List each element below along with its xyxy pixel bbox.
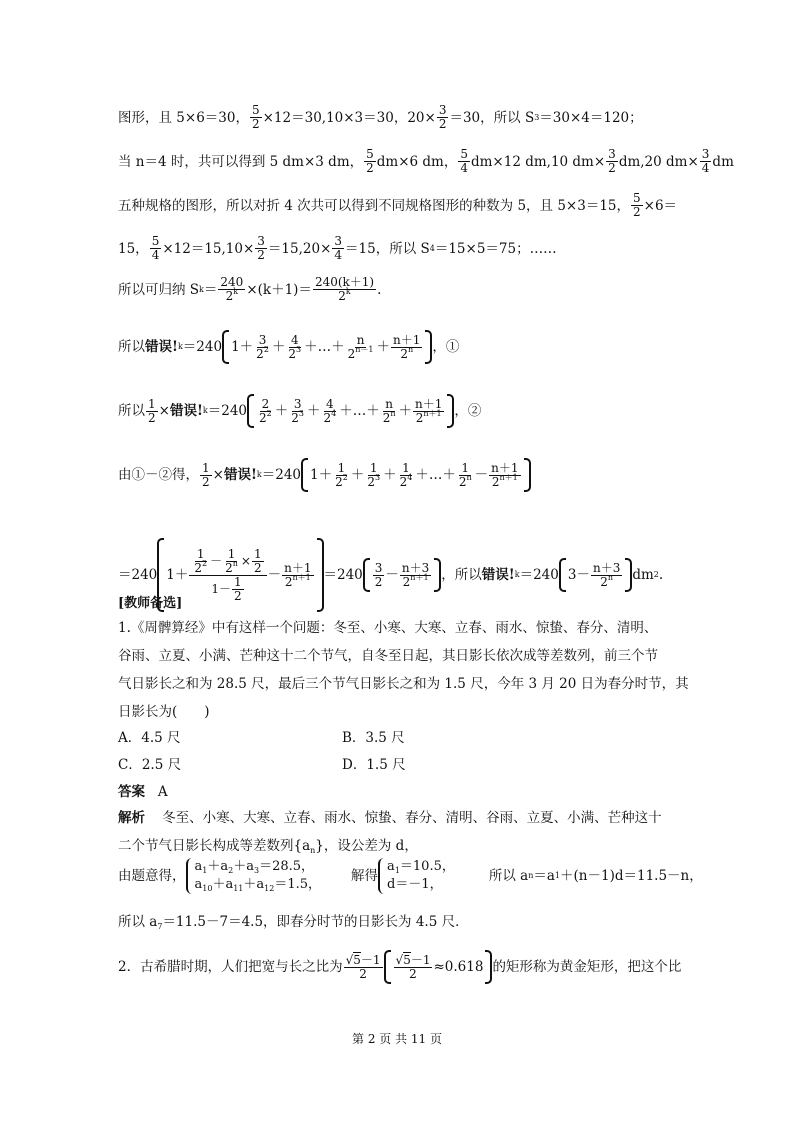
option-b: B．3.5 尺: [342, 730, 405, 746]
text: .: [377, 281, 382, 298]
right-paren: [434, 558, 441, 592]
text: 所以: [118, 339, 145, 355]
fraction: $\frac{3}{2}$: [608, 147, 616, 175]
left-paren: [559, 558, 566, 592]
right-paren: [447, 394, 454, 428]
text: 1＋: [310, 467, 333, 483]
fraction: $\frac{1}{2^2}$ － $\frac{1}{2^n}$ × $\frac{1}{2}$ 1－ $\frac{1}{2}$: [189, 548, 266, 603]
fraction: $\frac{5}{4}$: [151, 234, 160, 262]
fraction: $\frac{1}{2}$: [202, 460, 210, 489]
right-paren: [524, 458, 531, 492]
text: 由①－②得，: [118, 467, 199, 483]
text: dm: [632, 567, 654, 583]
analysis-line-1: [118, 808, 662, 828]
fraction: $\frac{n}{2^n}$: [382, 396, 396, 425]
text: 五种规格的图形，所以对折 4 次共可以得到不同规格图形的种数为 5，且 5×3＝15，: [118, 197, 631, 214]
fraction: $\frac{3}{4}$: [701, 147, 710, 175]
text: ＝240: [323, 567, 363, 583]
fraction: $\frac{√5-1}{2}$: [395, 952, 431, 981]
text: dm×6 dm，: [376, 153, 458, 170]
text: ＋: [271, 339, 286, 355]
q1-line-3: 气日影长之和为 28.5 尺，最后三个节气日影长之和为 1.5 尺，今年 3 月 20 日为春分时节，其: [118, 676, 689, 692]
text: 冬至、小寒、大寒、立春、雨水、惊蛰、春分、清明、谷雨、立夏、小满、芒种这十: [162, 810, 662, 826]
text: ×: [158, 403, 170, 419]
line-3: [118, 192, 677, 219]
text: ＋: [383, 467, 397, 483]
fraction: $\frac{1}{2^3}$: [367, 460, 381, 489]
fraction: $\frac{n+3}{2^n}$: [592, 560, 621, 589]
text: ＋…＋: [415, 467, 456, 483]
line-4: 15， $\frac{5}{4}$ ×12＝15,10× $\frac{3}{2}$ ＝15,20× $\frac{3}{4}$ ＝15，所以 S 4 ＝15×5＝75；……: [118, 234, 557, 262]
text: ＝240: [261, 467, 302, 483]
fraction: $\frac{5}{2}$: [366, 147, 374, 175]
line-2: [118, 148, 734, 175]
text: ＋: [398, 403, 413, 419]
fraction: $\frac{n+3}{2^{n+1}}$: [401, 560, 430, 589]
fraction: $\frac{5}{2}$: [251, 103, 260, 131]
text: ＝a: [533, 868, 555, 884]
left-brace: [186, 858, 192, 894]
fraction: $\frac{4}{2^4}$: [323, 396, 337, 425]
analysis-label: 解析: [118, 810, 145, 826]
analysis-line-3: 由题意得， $a_1+a_2+a_3=28.5$， $a_{10}+a_{11}+a_{12}=1.5$， 解得 $a_1=10.5$， d＝－1， 所以 a n ＝a 1 ＋(n－1)d＝11.5－n，: [118, 859, 703, 893]
q1-line-1: 1.《周髀算经》中有这样一个问题：冬至、小寒、大寒、立春、雨水、惊蛰、春分、清明、: [118, 620, 658, 636]
fraction: $\frac{240(k+1)}{2^k}$: [314, 275, 375, 303]
answer-label: 答案: [118, 784, 145, 800]
option-d: D．1.5 尺: [342, 757, 406, 773]
solution-system: $a_1=10.5$， d＝－1，: [387, 859, 455, 892]
fraction: $\frac{3}{2^2}$: [256, 332, 269, 361]
text: 当 n＝4 时，共可以得到 5 dm×3 dm，: [118, 153, 364, 170]
text: ＝15,20×: [267, 240, 332, 257]
error-marker: 错误!: [169, 403, 203, 419]
line-1: 图形，且 5×6＝30， $\frac{5}{2}$ ×12＝30,10×3＝30，20× $\frac{3}{2}$ ＝30，所以 S 3 ＝30×4＝120；: [118, 103, 643, 131]
q1-line-2: 谷雨、立夏、小满、芒种这十二个节气，自冬至日起，其日影长依次成等差数列，前三个节: [118, 648, 658, 664]
line-9: ＝240 1＋ $\frac{1}{2^2}$ － $\frac{1}{2^n}$ × $\frac{1}{2}$ 1－ $\frac{1}{2}$ － $\frac{n+1}{2^{n+1}}$ ＝240 $\frac{3}{2}$ － $\frac{n+3}{2^{n+1}}$ ，所以 错误! k ＝240 3－ $\frac{n+3}{2^n}$ dm 2 .: [118, 538, 663, 612]
answer-value: A: [157, 784, 168, 800]
text: ＋: [350, 467, 365, 483]
text: 解得: [351, 868, 379, 884]
error-marker: 错误!: [481, 567, 515, 583]
text: ×6＝: [643, 197, 678, 214]
analysis-line-2: 二个节气日影长构成等差数列$\{a_n\}$，设公差为 d，: [118, 838, 418, 855]
text: ＝30，所以 S: [449, 109, 535, 126]
left-paren: [384, 950, 391, 984]
line-8: 由①－②得， $\frac{1}{2}$ × 错误! k ＝240 1＋ $\frac{1}{2^2}$ ＋ $\frac{1}{2^3}$ ＋ $\frac{1}{2^4}$ ＋…＋ $\frac{1}{2^n}$ － $\frac{n+1}{2^{n+1}}$: [118, 458, 531, 492]
fraction: $\frac{4}{2^3}$: [288, 332, 302, 361]
text: ＝240: [182, 339, 223, 355]
fraction: $\frac{3}{2}$: [374, 560, 383, 589]
fraction: $\frac{n}{2^{n-1}}$: [347, 332, 374, 361]
fraction: $\frac{n+1}{2^{n+1}}$: [491, 460, 519, 489]
fraction: $\frac{n+1}{2^{n+1}}$: [415, 396, 443, 425]
left-brace: [378, 858, 384, 894]
text: ＝240: [118, 567, 158, 583]
option-c: C．2.5 尺: [118, 757, 182, 773]
text: ＋: [274, 403, 289, 419]
fraction: $\frac{n+1}{2^n}$: [393, 332, 421, 361]
fraction: $\frac{1}{2^2}$: [335, 460, 348, 489]
text: ＋…＋: [304, 339, 345, 355]
text: }，设公差为 d，: [315, 838, 418, 854]
text: 2．古希腊时期，人们把宽与长之比为: [118, 959, 343, 975]
text: 15，: [118, 240, 149, 257]
line-7: 所以 $\frac{1}{2}$ × 错误! k ＝240 $\frac{2}{2^2}$ ＋ $\frac{3}{2^3}$ ＋ $\frac{4}{2^4}$ ＋…＋ $\frac{n}{2^n}$ ＋ $\frac{n+1}{2^{n+1}}$ ，②: [118, 394, 481, 428]
text: 1＋: [166, 567, 189, 583]
fraction: $\frac{1}{2^4}$: [399, 460, 413, 489]
text: dm: [712, 153, 734, 170]
text: 图形，且 5×6＝30，: [118, 109, 249, 126]
text: dm,20 dm×: [618, 153, 699, 170]
right-paren: [485, 950, 492, 984]
fraction: $\frac{3}{4}$: [334, 234, 343, 262]
left-paren: [363, 558, 370, 592]
text: ＋(n－1)d＝11.5－n，: [560, 868, 703, 884]
fraction: $\frac{5}{2}$: [633, 191, 641, 219]
fraction: $\frac{√5-1}{2}$: [345, 952, 381, 981]
text: ＋: [376, 339, 391, 355]
q1-line-4: 日影长为( ): [118, 704, 210, 720]
text: 由题意得，: [118, 868, 186, 884]
left-paren: [222, 330, 229, 364]
option-a: A．4.5 尺: [118, 730, 181, 746]
text: ×12＝15,10×: [162, 240, 255, 257]
text: －: [385, 567, 399, 583]
line-5: 所以可归纳 S k ＝ $\frac{240}{2^k}$ ×(k＋1)＝ $\frac{240(k+1)}{2^k}$ .: [118, 275, 382, 303]
text: －: [474, 467, 489, 483]
text: ＝15×5＝75；……: [434, 240, 557, 257]
error-marker: 错误!: [145, 339, 178, 355]
error-marker: 错误!: [223, 467, 257, 483]
text: ＝: [203, 281, 218, 298]
text: ＝30×4＝120；: [539, 109, 643, 126]
text: ＋…＋: [339, 403, 380, 419]
text: ＝240: [207, 403, 248, 419]
text: 二个节气日影长构成等差数列{a: [118, 838, 311, 854]
fraction: $\frac{5}{4}$: [460, 147, 468, 175]
fraction: $\frac{3}{2^3}$: [291, 396, 304, 425]
right-paren: [425, 330, 432, 364]
text: ，①: [432, 339, 460, 355]
answer-line: [118, 782, 168, 802]
text: ，所以: [441, 567, 482, 583]
left-paren: [301, 458, 308, 492]
fraction: $\frac{1}{2^n}$: [458, 460, 472, 489]
text: 的矩形称为黄金矩形，把这个比: [492, 959, 682, 975]
text: ×: [212, 467, 224, 483]
text: ＝11.5－7＝4.5，即春分时节的日影长为 4.5 尺．: [162, 914, 469, 930]
q2-line-1: 2．古希腊时期，人们把宽与长之比为 $\frac{√5-1}{2}$ $\frac{√5-1}{2}$ ≈0.618 的矩形称为黄金矩形，把这个比: [118, 950, 681, 984]
right-paren: [317, 538, 324, 612]
text: ，②: [454, 403, 482, 419]
text: ＋: [307, 403, 321, 419]
fraction: $\frac{1}{2}$: [148, 396, 156, 425]
analysis-line-4: 所以 $a_7=11.5-7=4.5$，即春分时节的日影长为 4.5 尺．: [118, 914, 469, 931]
text: 所以 a: [118, 914, 158, 930]
fraction: $\frac{3}{2}$: [438, 103, 447, 131]
text: －: [267, 567, 282, 583]
left-paren: [247, 394, 254, 428]
text: 1＋: [231, 339, 254, 355]
text: ×12＝30,10×3＝30，20×: [262, 109, 436, 126]
text: ＝15，所以 S: [345, 240, 430, 257]
fraction: $\frac{3}{2}$: [257, 234, 265, 262]
fraction: $\frac{2}{2^2}$: [259, 396, 272, 425]
text: 所以可归纳 S: [118, 281, 200, 298]
text: 所以: [118, 403, 145, 419]
text: 所以 a: [488, 868, 529, 884]
equation-system: $a_1+a_2+a_3=28.5$， $a_{10}+a_{11}+a_{12}=1.5$，: [194, 859, 322, 893]
text: ＝240: [519, 567, 559, 583]
section-heading: [教师备选]: [118, 596, 183, 611]
page-footer: 第 2 页 共 11 页: [352, 1032, 442, 1046]
text: ×(k＋1)＝: [246, 281, 312, 298]
right-paren: [625, 558, 632, 592]
line-6: 所以 错误! k ＝240 1＋ $\frac{3}{2^2}$ ＋ $\frac{4}{2^3}$ ＋…＋ $\frac{n}{2^{n-1}}$ ＋ $\frac{n+1}{2^n}$ ，①: [118, 330, 459, 364]
text: dm×12 dm,10 dm×: [470, 153, 606, 170]
fraction: $\frac{n+1}{2^{n+1}}$: [284, 560, 312, 589]
fraction: $\frac{240}{2^k}$: [220, 275, 244, 303]
